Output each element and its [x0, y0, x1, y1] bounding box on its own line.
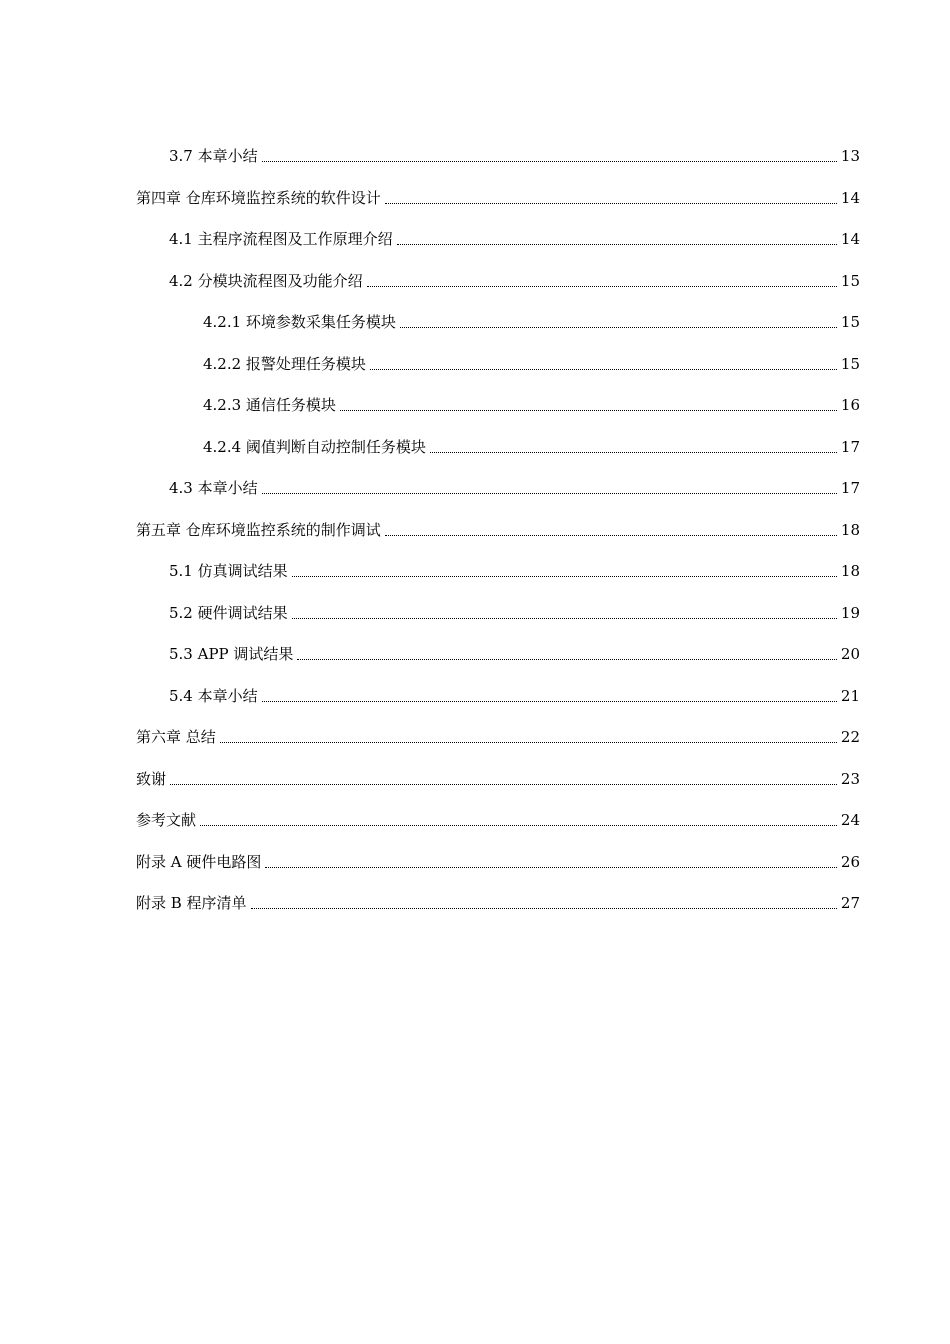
- toc-entry-page-number: 23: [840, 770, 860, 788]
- toc-entry-label: 致谢: [136, 770, 167, 788]
- toc-entry-page-number: 26: [840, 853, 860, 871]
- toc-entry-label: 5.4 本章小结: [169, 687, 258, 705]
- toc-entry-label: 4.1 主程序流程图及工作原理介绍: [169, 230, 393, 248]
- toc-entry-appendix-a[interactable]: [136, 850, 860, 872]
- toc-entry-chapter-5[interactable]: [136, 518, 860, 540]
- dot-leader: [385, 203, 837, 204]
- dot-leader: [200, 825, 837, 826]
- toc-entry-4-1[interactable]: [169, 227, 860, 249]
- toc-entry-chapter-6[interactable]: [136, 725, 860, 747]
- dot-leader: [262, 493, 837, 494]
- dot-leader: [292, 618, 837, 619]
- dot-leader: [397, 244, 837, 245]
- dot-leader: [367, 286, 837, 287]
- dot-leader: [297, 659, 836, 660]
- toc-entry-label: 4.2 分模块流程图及功能介绍: [169, 272, 363, 290]
- toc-entry-page-number: 17: [840, 479, 860, 497]
- toc-entry-label: 3.7 本章小结: [169, 147, 258, 165]
- toc-entry-label: 第五章 仓库环境监控系统的制作调试: [136, 521, 381, 539]
- toc-entry-page-number: 24: [840, 811, 860, 829]
- toc-entry-label: 参考文献: [136, 811, 197, 829]
- toc-entry-appendix-b[interactable]: [136, 891, 860, 913]
- toc-entry-label: 4.2.3 通信任务模块: [203, 396, 336, 414]
- toc-entry-page-number: 22: [840, 728, 860, 746]
- toc-entry-page-number: 16: [840, 396, 860, 414]
- dot-leader: [340, 410, 837, 411]
- toc-entry-references[interactable]: [136, 808, 860, 830]
- toc-entry-acknowledgements[interactable]: [136, 767, 860, 789]
- dot-leader: [292, 576, 837, 577]
- toc-entry-page-number: 15: [840, 355, 860, 373]
- toc-entry-5-3[interactable]: [169, 642, 860, 664]
- toc-entry-label: 5.2 硬件调试结果: [169, 604, 288, 622]
- toc-entry-5-2[interactable]: [169, 601, 860, 623]
- toc-entry-page-number: 27: [840, 894, 860, 912]
- toc-entry-page-number: 15: [840, 313, 860, 331]
- dot-leader: [251, 908, 837, 909]
- toc-entry-label: 4.2.4 阈值判断自动控制任务模块: [203, 438, 426, 456]
- dot-leader: [430, 452, 837, 453]
- toc-entry-3-7[interactable]: [169, 144, 860, 166]
- toc-entry-label: 4.2.1 环境参数采集任务模块: [203, 313, 396, 331]
- toc-entry-label: 5.3 APP 调试结果: [169, 645, 294, 663]
- toc-entry-page-number: 21: [840, 687, 860, 705]
- dot-leader: [220, 742, 837, 743]
- toc-entry-label: 附录 A 硬件电路图: [136, 853, 262, 871]
- dot-leader: [370, 369, 837, 370]
- dot-leader: [400, 327, 837, 328]
- toc-entry-4-2[interactable]: [169, 269, 860, 291]
- toc-entry-5-1[interactable]: [169, 559, 860, 581]
- dot-leader: [265, 867, 837, 868]
- toc-entry-page-number: 14: [840, 189, 860, 207]
- dot-leader: [262, 701, 837, 702]
- toc-entry-page-number: 18: [840, 562, 860, 580]
- toc-entry-label: 附录 B 程序清单: [136, 894, 247, 912]
- toc-entry-label: 第四章 仓库环境监控系统的软件设计: [136, 189, 381, 207]
- toc-entry-label: 第六章 总结: [136, 728, 216, 746]
- toc-entry-4-2-4[interactable]: [203, 435, 860, 457]
- dot-leader: [262, 161, 837, 162]
- toc-entry-chapter-4[interactable]: [136, 186, 860, 208]
- toc-entry-4-3[interactable]: [169, 476, 860, 498]
- toc-entry-4-2-1[interactable]: [203, 310, 860, 332]
- dot-leader: [170, 784, 837, 785]
- toc-entry-page-number: 15: [840, 272, 860, 290]
- toc-entry-label: 4.3 本章小结: [169, 479, 258, 497]
- dot-leader: [385, 535, 837, 536]
- toc-entry-label: 4.2.2 报警处理任务模块: [203, 355, 366, 373]
- toc-entry-label: 5.1 仿真调试结果: [169, 562, 288, 580]
- toc-entry-page-number: 13: [840, 147, 860, 165]
- toc-entry-page-number: 19: [840, 604, 860, 622]
- toc-entry-page-number: 14: [840, 230, 860, 248]
- toc-entry-page-number: 20: [840, 645, 860, 663]
- toc-entry-4-2-2[interactable]: [203, 352, 860, 374]
- toc-entry-5-4[interactable]: [169, 684, 860, 706]
- toc-entry-page-number: 17: [840, 438, 860, 456]
- toc-entry-page-number: 18: [840, 521, 860, 539]
- toc-entry-4-2-3[interactable]: [203, 393, 860, 415]
